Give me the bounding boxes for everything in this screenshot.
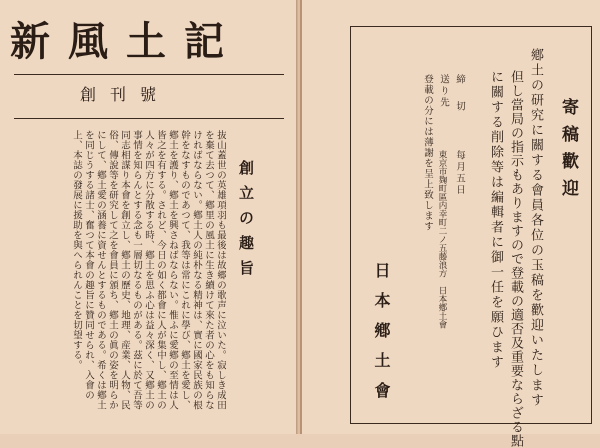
issue-label: 創刊號	[80, 85, 171, 104]
left-page	[0, 0, 299, 434]
notice-line-2: 但し當局の指示もありますので登載の適否及重要ならざる點	[508, 70, 523, 448]
send-to-value: 東京市麹町區内幸町二ノ五藤浪方 日本鄕土會	[437, 150, 447, 329]
issue-rule	[14, 118, 284, 119]
magazine-title: 新風土記	[10, 18, 242, 65]
payment-note: 登載の分には薄謝を呈上致します	[422, 74, 433, 232]
notice-line-3: に關する削除等は編輯者に御一任を願ひます	[488, 70, 503, 370]
publisher-name: 日本鄕土會	[372, 262, 391, 412]
body-text: 抜山蓋世の英雄項羽も最後は故郷の歌声に泣いた。寂しき成田を棄て去つて、鄕里の風土に生き續けて來た者の心をも知らなければならない。鄕土人の純朴なる精神は、實に國家民族の根幹をなすものであつて、我等は常にこれに學び、鄕土を愛し、鄕土を護り、鄕土を興さねばならない。惟ふに愛鄕の至情は人皆之を有する。されど、今日の如く都會に人が集中し、鄕土の人々が四方に分散する時、鄕土を思ふ心は益々深く、又鄕土の事情を知らんとする念も一層切なるものがある。茲に於て吾等同志相謀り本會を創立し、鄕土の歷史、地理、産業、人物、民俗、傳說等を研究して之を會員に頒ち、鄕土の眞の姿を明らかにして、鄕土愛の涵養に資せんとするものである。希くは鄕土を同じうする諸士、奮つて本會の趣旨に贊同せられ、入會の上、本誌の發展に援助を與へられんことを切望する。	[71, 130, 226, 410]
deadline-value: 每月五日	[454, 150, 465, 196]
send-to-label: 送り先	[438, 74, 449, 109]
deadline-label: 締 切	[454, 74, 465, 115]
right-page	[300, 0, 600, 448]
section-heading: 創立の趣旨	[237, 160, 255, 285]
notice-line-1: 鄕土の研究に關する會員各位の玉稿を歡迎いたします	[528, 48, 543, 408]
title-rule	[14, 74, 284, 75]
notice-heading: 寄稿歡迎	[558, 98, 578, 206]
